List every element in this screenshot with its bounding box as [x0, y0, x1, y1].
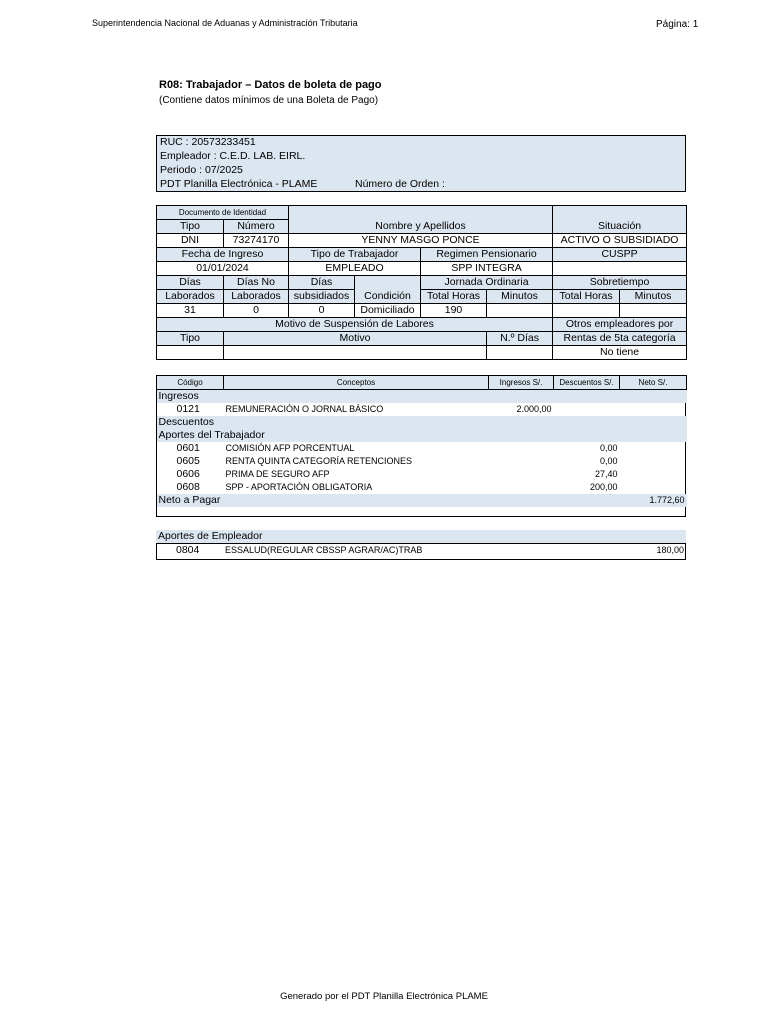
conceptos-header: Conceptos [224, 376, 489, 390]
dias-nolab-value: 0 [224, 304, 289, 318]
table-row [157, 468, 687, 481]
empleador-text: Empleador : C.E.D. LAB. EIRL. [160, 150, 306, 162]
condicion-value: Domiciliado [355, 304, 421, 318]
concept-neto [620, 481, 687, 494]
concept-code: 0121 [176, 403, 200, 415]
concept-code: 0606 [176, 468, 200, 480]
fecha-ingreso-value: 01/01/2024 [157, 262, 289, 276]
concept-descuento [554, 403, 620, 416]
pdt-text: PDT Planilla Electrónica - PLAME [160, 178, 318, 190]
doc-tipo: DNI [157, 234, 224, 248]
concept-neto [620, 468, 687, 481]
susp-motivo-header: Motivo [224, 332, 487, 346]
contrib-value: 180,00 [656, 545, 685, 555]
table-row [157, 442, 687, 455]
employer-box [156, 135, 686, 192]
situacion-header: Situación [553, 206, 687, 234]
susp-dias-header: N.º Días [487, 332, 553, 346]
susp-tipo-value [157, 346, 224, 360]
neto-header: Neto S/. [620, 376, 687, 390]
employer-contrib-table [156, 530, 686, 557]
worker-table [156, 205, 687, 360]
jornada-min-value [487, 304, 553, 318]
concept-ingreso [489, 481, 554, 494]
contrib-desc: ESSALUD(REGULAR CBSSP AGRAR/AC)TRAB [225, 545, 423, 555]
nombre-value: YENNY MASGO PONCE [289, 234, 553, 248]
codigo-header: Código [157, 376, 224, 390]
table-row [157, 403, 687, 416]
periodo-text: Periodo : 07/2025 [160, 164, 243, 176]
contrib-code: 0804 [176, 544, 200, 556]
table-row [157, 455, 687, 468]
concepts-table [156, 375, 687, 507]
concept-code: 0601 [176, 442, 200, 454]
jornada-horas-header: Total Horas [421, 290, 487, 304]
doc-identidad-header: Documento de Identidad [157, 206, 289, 220]
dias-sub-header-1: Días [289, 276, 355, 290]
neto-value: 1.772,60 [620, 494, 687, 507]
tipo-header: Tipo [157, 220, 224, 234]
concept-ingreso [489, 468, 554, 481]
ruc-text: RUC : 20573233451 [160, 136, 256, 148]
cuspp-value [553, 262, 687, 276]
sobre-horas-header: Total Horas [553, 290, 620, 304]
ingresos-section: Ingresos [157, 390, 687, 404]
dias-lab-header-1: Días [157, 276, 224, 290]
otros-header-2: Rentas de 5ta categoría [553, 332, 687, 346]
neto-label: Neto a Pagar [157, 494, 620, 507]
agency-name: Superintendencia Nacional de Aduanas y Administración Tributaria [92, 18, 358, 28]
jornada-horas-value: 190 [421, 304, 487, 318]
concept-desc: SPP - APORTACIÓN OBLIGATORIA [225, 482, 373, 492]
concept-desc: RENTA QUINTA CATEGORÍA RETENCIONES [225, 456, 413, 466]
ingresos-header: Ingresos S/. [489, 376, 554, 390]
nombre-header: Nombre y Apellidos [289, 206, 553, 234]
otros-header-1: Otros empleadores por [553, 318, 687, 332]
page-subtitle: (Contiene datos mínimos de una Boleta de Pago) [159, 95, 379, 106]
jornada-header: Jornada Ordinaria [421, 276, 553, 290]
regimen-value: SPP INTEGRA [421, 262, 553, 276]
sobre-min-header: Minutos [620, 290, 687, 304]
concept-ingreso [489, 442, 554, 455]
concept-neto [620, 442, 687, 455]
otros-value: No tiene [553, 346, 687, 360]
susp-dias-value [487, 346, 553, 360]
concept-desc: REMUNERACIÓN O JORNAL BÁSICO [225, 404, 384, 414]
situacion-value: ACTIVO O SUBSIDIADO [553, 234, 687, 248]
numero-header: Número [224, 220, 289, 234]
concept-code: 0605 [176, 455, 200, 467]
employer-contrib-label: Aportes de Empleador [156, 530, 686, 544]
dias-sub-header-2: subsidiados [289, 290, 355, 304]
sobre-min-value [620, 304, 687, 318]
concept-desc: PRIMA DE SEGURO AFP [225, 469, 330, 479]
concept-neto [620, 455, 687, 468]
sobretiempo-header: Sobretiempo [553, 276, 687, 290]
page-title: R08: Trabajador – Datos de boleta de pago [159, 79, 382, 91]
concept-descuento: 200,00 [589, 482, 618, 492]
susp-tipo-header: Tipo [157, 332, 224, 346]
tipo-trabajador-header: Tipo de Trabajador [289, 248, 421, 262]
concept-desc: COMISIÓN AFP PORCENTUAL [225, 443, 355, 453]
aportes-section: Aportes del Trabajador [157, 429, 687, 442]
footer-text: Generado por el PDT Planilla Electrónica PLAME [280, 991, 488, 1002]
descuentos-section: Descuentos [157, 416, 687, 429]
fecha-ingreso-header: Fecha de Ingreso [157, 248, 289, 262]
jornada-min-header: Minutos [487, 290, 553, 304]
table-row [156, 544, 686, 558]
condicion-header: Condición [355, 276, 421, 304]
concept-descuento: 27,40 [594, 469, 618, 479]
concept-ingreso [489, 455, 554, 468]
cuspp-header: CUSPP [553, 248, 687, 262]
dias-lab-header-2: Laborados [157, 290, 224, 304]
susp-motivo-value [224, 346, 487, 360]
dias-lab-value: 31 [157, 304, 224, 318]
descuentos-header: Descuentos S/. [554, 376, 620, 390]
page-number: Página: 1 [656, 19, 699, 30]
dias-nolab-header-1: Días No [224, 276, 289, 290]
regimen-header: Regimen Pensionario [421, 248, 553, 262]
concept-descuento: 0,00 [599, 456, 618, 466]
sobre-horas-value [553, 304, 620, 318]
orden-text: Número de Orden : [355, 178, 445, 190]
dias-sub-value: 0 [289, 304, 355, 318]
concept-neto [620, 403, 687, 416]
dias-nolab-header-2: Laborados [224, 290, 289, 304]
tipo-trabajador-value: EMPLEADO [289, 262, 421, 276]
motivo-susp-header: Motivo de Suspensión de Labores [157, 318, 553, 332]
concept-ingreso: 2.000,00 [516, 404, 552, 414]
concept-descuento: 0,00 [599, 443, 618, 453]
concept-code: 0608 [176, 481, 200, 493]
table-row [157, 481, 687, 494]
doc-numero: 73274170 [224, 234, 289, 248]
